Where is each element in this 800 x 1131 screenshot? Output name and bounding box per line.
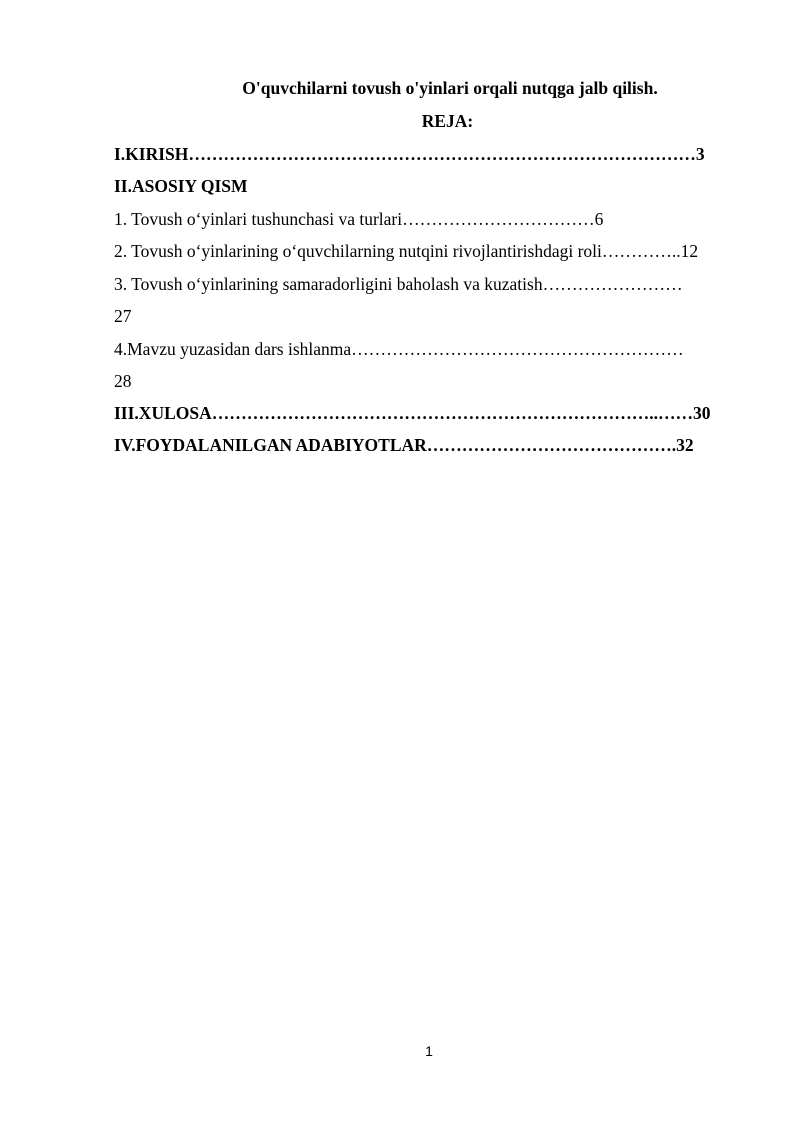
toc-entry-4-page: 28 [114,371,132,391]
toc-entry-3-page: 27 [114,306,132,326]
toc-entry-xulosa: III.XULOSA…………………………………………………………………..……30 [114,403,711,423]
toc-entry-1: 1. Tovush o‘yinlari tushunchasi va turlari……………………………6 [114,209,604,229]
page-number: 1 [425,1043,433,1059]
toc-entry-asosiy-qism: II.ASOSIY QISM [114,176,248,196]
toc-entry-kirish: I.KIRISH……………………………………………………………………………3 [114,144,705,164]
toc-entry-adabiyotlar: IV.FOYDALANILGAN ADABIYOTLAR…………………………………….32 [114,435,694,455]
toc-entry-2: 2. Tovush o‘yinlarining o‘quvchilarning nutqini rivojlantirishdagi roli…………..12 [114,241,699,261]
document-title: O'quvchilarni tovush o'yinlari orqali nutqga jalb qilish. [242,78,658,98]
toc-entry-3: 3. Tovush o‘yinlarining samaradorligini baholash va kuzatish…………………… [114,274,683,294]
plan-heading: REJA: [421,111,474,131]
toc-entry-4: 4.Mavzu yuzasidan dars ishlanma………………………………………………… [114,339,684,359]
